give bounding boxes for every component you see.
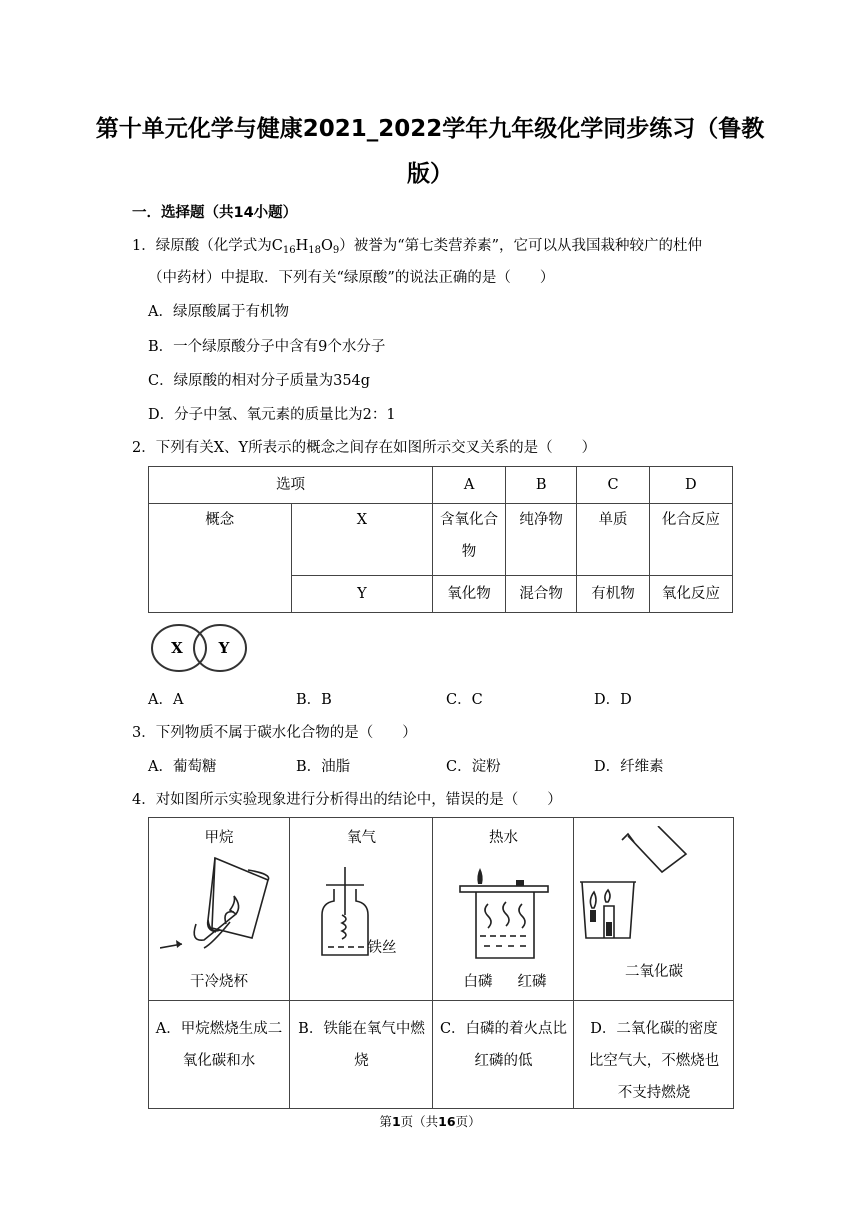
q2-y-label: Y — [291, 576, 433, 613]
q2-option-c: C．C — [446, 692, 483, 708]
q1-pre: 绿原酸（化学式为 — [155, 238, 272, 254]
q2-x-a: 含氧化合物 — [433, 504, 506, 576]
venn-label-x: X — [171, 639, 183, 657]
q2-option-a: A．A — [148, 692, 184, 708]
q1-option-c: C．绿原酸的相对分子质量为354g — [148, 373, 371, 389]
section-heading: 一．选择题（共14小题） — [132, 205, 298, 221]
q2-header-option: 选项 — [149, 467, 433, 504]
q1-stem-line1 — [132, 236, 702, 256]
q4-conclusion-d: D．二氧化碳的密度 比空气大，不燃烧也 不支持燃烧 — [588, 1021, 720, 1101]
q2-option-b: B．B — [296, 692, 332, 708]
q4-cell2-side-label: 铁丝 — [367, 940, 397, 956]
q2-x-d: 化合反应 — [649, 504, 732, 576]
q4-conclusion-b: B．铁能在氧气中燃 烧 — [298, 1021, 425, 1069]
q1-option-d: D．分子中氢、氧元素的质量比为2：1 — [148, 407, 396, 423]
q2-table — [148, 466, 733, 613]
q3-option-c: C．淀粉 — [446, 759, 501, 775]
q2-x-b: 纯净物 — [505, 504, 576, 576]
q4-conclusion-a: A．甲烷燃烧生成二 氧化碳和水 — [155, 1021, 283, 1069]
q3-option-d: D．纤维素 — [594, 759, 664, 775]
q3-stem: 3．下列物质不属于碳水化合物的是（ ） — [132, 725, 417, 741]
q2-y-a: 氧化物 — [433, 576, 506, 613]
venn-label-y: Y — [218, 639, 230, 657]
q4-cell3-bottom-right-label: 红磷 — [517, 974, 547, 990]
q2-option-d: D．D — [594, 692, 632, 708]
q2-header-b: B — [505, 467, 576, 504]
q3-option-a: A．葡萄糖 — [148, 759, 217, 775]
q2-row-label: 概念 — [149, 504, 292, 613]
q2-y-c: 有机物 — [577, 576, 649, 613]
q2-x-c: 单质 — [577, 504, 649, 576]
q4-cell2-top-label: 氧气 — [347, 830, 376, 846]
q1-stem-line2: （中药材）中提取．下列有关“绿原酸”的说法正确的是（ ） — [148, 270, 555, 286]
current-page: 1 — [391, 1114, 401, 1129]
venn-diagram — [150, 622, 250, 674]
q4-cell1-bottom-label: 干冷烧杯 — [190, 974, 248, 990]
q2-y-b: 混合物 — [505, 576, 576, 613]
q4-cell3-bottom-left-label: 白磷 — [463, 974, 493, 990]
total-pages: 16 — [438, 1114, 456, 1129]
q2-header-a: A — [433, 467, 506, 504]
page-footer: 第1页（共16页） — [379, 1114, 481, 1129]
q2-header-d: D — [649, 467, 732, 504]
page-title: 第十单元化学与健康2021_2022学年九年级化学同步练习（鲁教 — [95, 116, 765, 142]
q1-post: ）被誉为“第七类营养素”，它可以从我国栽种较广的杜仲 — [339, 238, 703, 254]
q2-header-c: C — [577, 467, 649, 504]
q4-cell3-top-label: 热水 — [489, 830, 518, 846]
page-title-cont: 版） — [407, 161, 453, 187]
methane-beaker-illustration — [160, 852, 282, 962]
q4-conclusion-c: C．白磷的着火点比 红磷的低 — [439, 1021, 568, 1069]
q2-stem: 2．下列有关X、Y所表示的概念之间存在如图所示交叉关系的是（ ） — [132, 440, 597, 456]
q1-num: 1． — [132, 238, 156, 254]
q4-stem: 4．对如图所示实验现象进行分析得出的结论中，错误的是（ ） — [132, 792, 562, 808]
hot-water-beaker-illustration — [458, 858, 552, 964]
co2-candles-illustration — [578, 826, 728, 946]
q1-option-a: A．绿原酸属于有机物 — [148, 304, 289, 320]
q1-option-b: B．一个绿原酸分子中含有9个水分子 — [148, 339, 386, 355]
q2-x-label: X — [291, 504, 433, 576]
q3-option-b: B．油脂 — [296, 759, 351, 775]
q4-cell1-top-label: 甲烷 — [204, 830, 234, 846]
q1-formula: $C_{16}H_{18}O_9$ — [271, 238, 340, 256]
q2-y-d: 氧化反应 — [649, 576, 732, 613]
q4-cell4-bottom-label: 二氧化碳 — [625, 964, 683, 980]
